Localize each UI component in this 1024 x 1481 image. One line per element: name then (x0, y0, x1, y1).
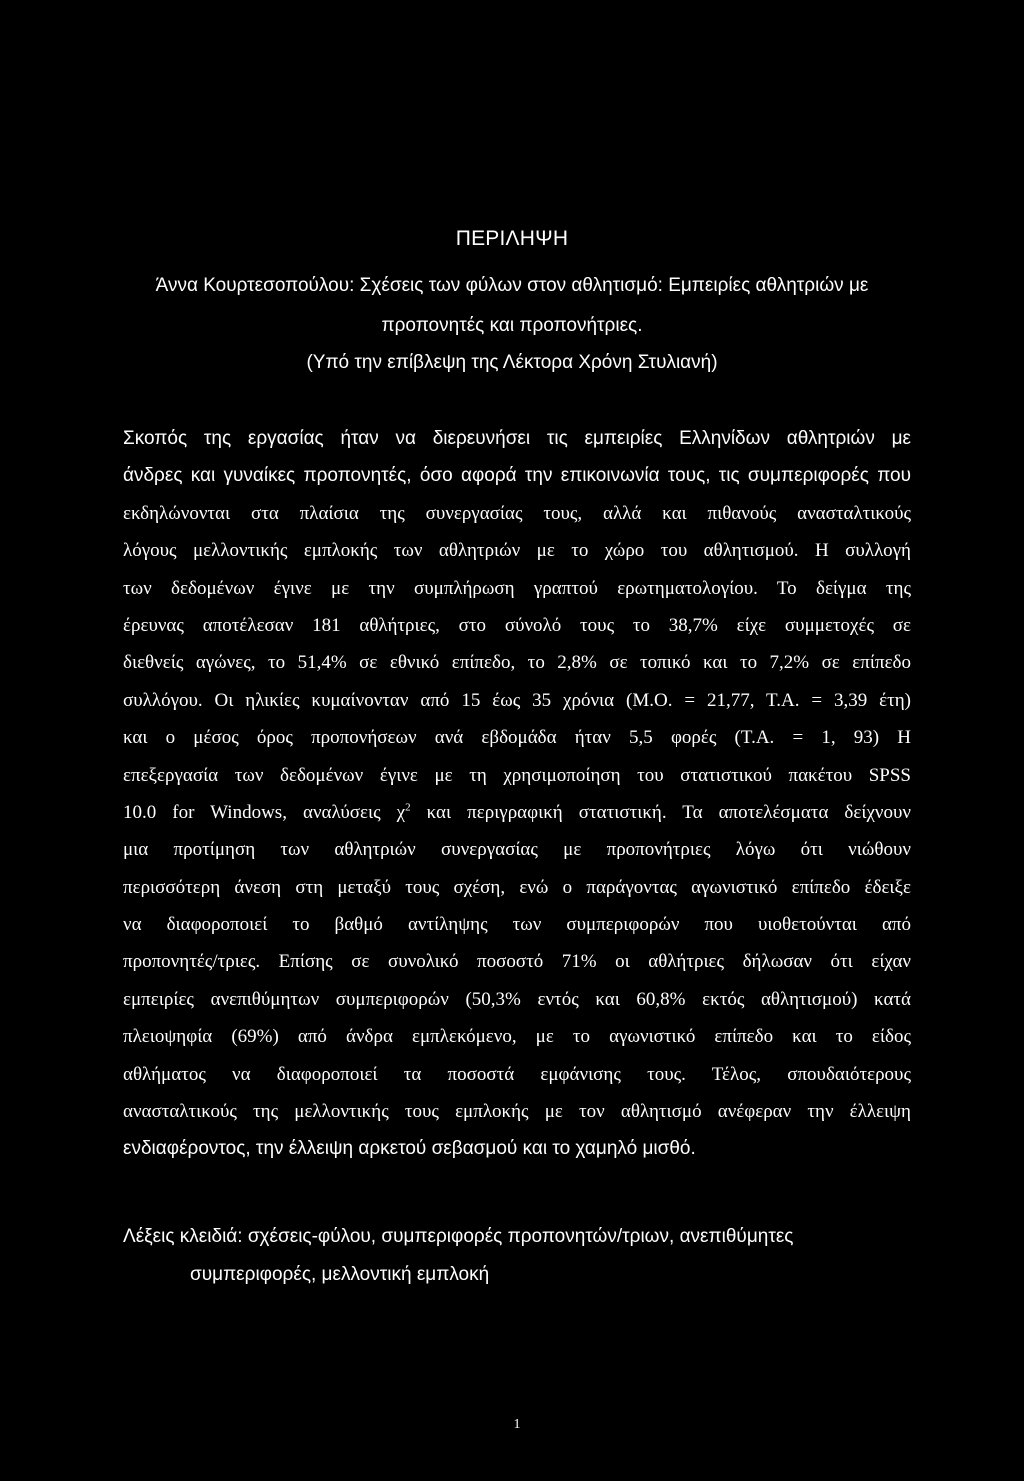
body-line: διεθνείς αγώνες, το 51,4% σε εθνικό επίπεδο, το 2,8% σε τοπικό και το 7,2% σε επίπεδο (123, 652, 911, 674)
body-line-part: 10.0 for Windows, αναλύσεις χ (123, 801, 406, 823)
body-line: άνδρες και γυναίκες προπονητές, όσο αφορά την επικοινωνία τους, τις συμπεριφορές που (123, 465, 911, 487)
body-line: περισσότερη άνεση στη μεταξύ τους σχέση, ενώ ο παράγοντας αγωνιστικό επίπεδο έδειξε (123, 876, 911, 898)
body-line: μια προτίμηση των αθλητριών συνεργασίας με προπονήτριες λόγω ότι νιώθουν (123, 839, 911, 861)
body-line: πλειοψηφία (69%) από άνδρα εμπλεκόμενο, με το αγωνιστικό επίπεδο και το είδος (123, 1026, 911, 1048)
body-line: εκδηλώνονται στα πλαίσια της συνεργασίας τους, αλλά και πιθανούς ανασταλτικούς (123, 502, 911, 524)
body-line: αθλήματος να διαφοροποιεί τα ποσοστά εμφάνισης τους. Τέλος, σπουδαιότερους (123, 1063, 911, 1085)
body-line: εμπειρίες ανεπιθύμητων συμπεριφορών (50,3% εντός και 60,8% εκτός αθλητισμού) κατά (123, 988, 911, 1010)
superscript: 2 (405, 801, 411, 814)
body-line-part: και περιγραφική στατιστική. Τα αποτελέσματα δείχνουν (410, 801, 911, 823)
body-line: ενδιαφέροντος, την έλλειψη αρκετού σεβασμού και το χαμηλό μισθό. (123, 1138, 696, 1160)
body-line: προπονητές/τριες. Επίσης σε συνολικό ποσοστό 71% οι αθλήτριες δήλωσαν ότι είχαν (123, 951, 911, 973)
body-line: επεξεργασία των δεδομένων έγινε με τη χρησιμοποίηση του στατιστικού πακέτου SPSS (123, 764, 911, 786)
keywords-line-2: συμπεριφορές, μελλοντική εμπλοκή (190, 1264, 490, 1285)
body-line: να διαφοροποιεί το βαθμό αντίληψης των συμπεριφορών που υιοθετούνται από (123, 914, 911, 936)
keywords (123, 1218, 923, 1294)
author-title-line-2: προπονητές και προπονήτριες. (381, 315, 643, 336)
body-line: Σκοπός της εργασίας ήταν να διερευνήσει τις εμπειρίες Ελληνίδων αθλητριών με (123, 428, 911, 449)
abstract-heading: ΠΕΡΙΛΗΨΗ (455, 227, 569, 250)
page-number: 1 (513, 1417, 521, 1432)
body-line: ανασταλτικούς της μελλοντικής τους εμπλοκής με τον αθλητισμό ανέφεραν την έλλειψη (123, 1101, 911, 1123)
abstract-body (123, 420, 911, 1168)
author-title-line-1: Άννα Κουρτεσοπούλου: Σχέσεις των φύλων στον αθλητισμό: Εμπειρίες αθλητριών με (155, 275, 869, 296)
body-line: των δεδομένων έγινε με την συμπλήρωση γραπτού ερωτηματολογίου. Το δείγμα της (123, 577, 911, 599)
body-line: και ο μέσος όρος προπονήσεων ανά εβδομάδα ήταν 5,5 φορές (Τ.Α. = 1, 93) Η (123, 727, 911, 749)
body-line: έρευνας αποτέλεσαν 181 αθλήτριες, στο σύνολό τους το 38,7% είχε συμμετοχές σε (123, 614, 911, 636)
body-line-with-superscript (123, 794, 911, 831)
supervisor-line: (Υπό την επίβλεψη της Λέκτορα Χρόνη Στυλιανή) (306, 352, 718, 373)
body-line: συλλόγου. Οι ηλικίες κυμαίνονταν από 15 έως 35 χρόνια (Μ.Ο. = 21,77, Τ.Α. = 3,39 έτη) (123, 689, 911, 711)
body-line: λόγους μελλοντικής εμπλοκής των αθλητριών με το χώρο του αθλητισμού. Η συλλογή (123, 540, 911, 562)
keywords-line-1: Λέξεις κλειδιά: σχέσεις-φύλου, συμπεριφορές προπονητών/τριων, ανεπιθύμητες (123, 1226, 794, 1247)
